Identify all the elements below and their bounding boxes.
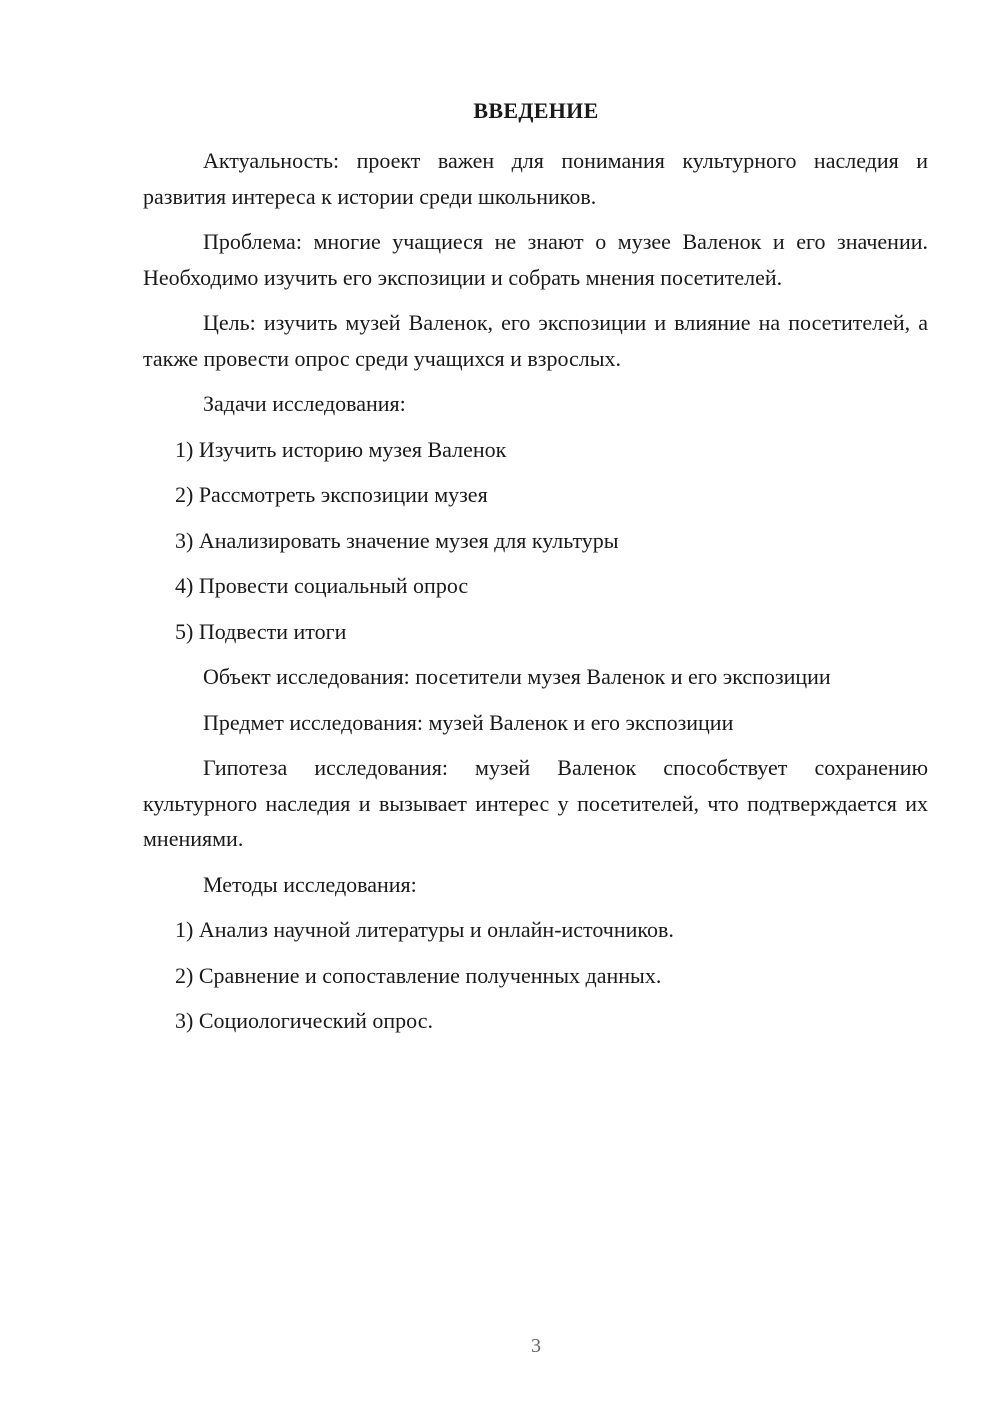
problem-paragraph: Проблема: многие учащиеся не знают о музее Валенок и его значении. Необходимо изучить его экспозиции и собрать мнения посетителей. [143, 229, 928, 290]
relevance-paragraph: Актуальность: проект важен для понимания культурного наследия и развития интереса к истории среди школьников. [143, 148, 928, 209]
method-item: 3) Социологический опрос. [175, 1008, 433, 1033]
page-title: ВВЕДЕНИЕ [473, 98, 599, 123]
task-item: 5) Подвести итоги [175, 618, 347, 644]
goal-paragraph: Цель: изучить музей Валенок, его экспозиции и влияние на посетителей, а также провести опрос среди учащихся и взрослых. [143, 310, 928, 371]
task-item: 1) Изучить историю музея Валенок [175, 436, 507, 462]
task-item: 2) Рассмотреть экспозиции музея [175, 482, 488, 507]
tasks-heading: Задачи исследования: [203, 391, 406, 416]
method-item: 1) Анализ научной литературы и онлайн-источников. [175, 917, 674, 942]
object-paragraph: Объект исследования: посетители музея Валенок и его экспозиции [203, 664, 831, 689]
method-item: 2) Сравнение и сопоставление полученных данных. [175, 962, 662, 988]
hypothesis-paragraph: Гипотеза исследования: музей Валенок способствует сохранению культурного наследия и вызывает интерес у посетителей, что подтверждается их мнениями. [143, 755, 928, 851]
page-content [143, 143, 928, 1049]
page-number: 3 [531, 1335, 541, 1357]
task-item: 4) Провести социальный опрос [175, 573, 469, 598]
subject-paragraph: Предмет исследования: музей Валенок и его экспозиции [203, 709, 734, 735]
methods-heading: Методы исследования: [203, 871, 417, 897]
task-item: 3) Анализировать значение музея для культуры [175, 527, 619, 553]
